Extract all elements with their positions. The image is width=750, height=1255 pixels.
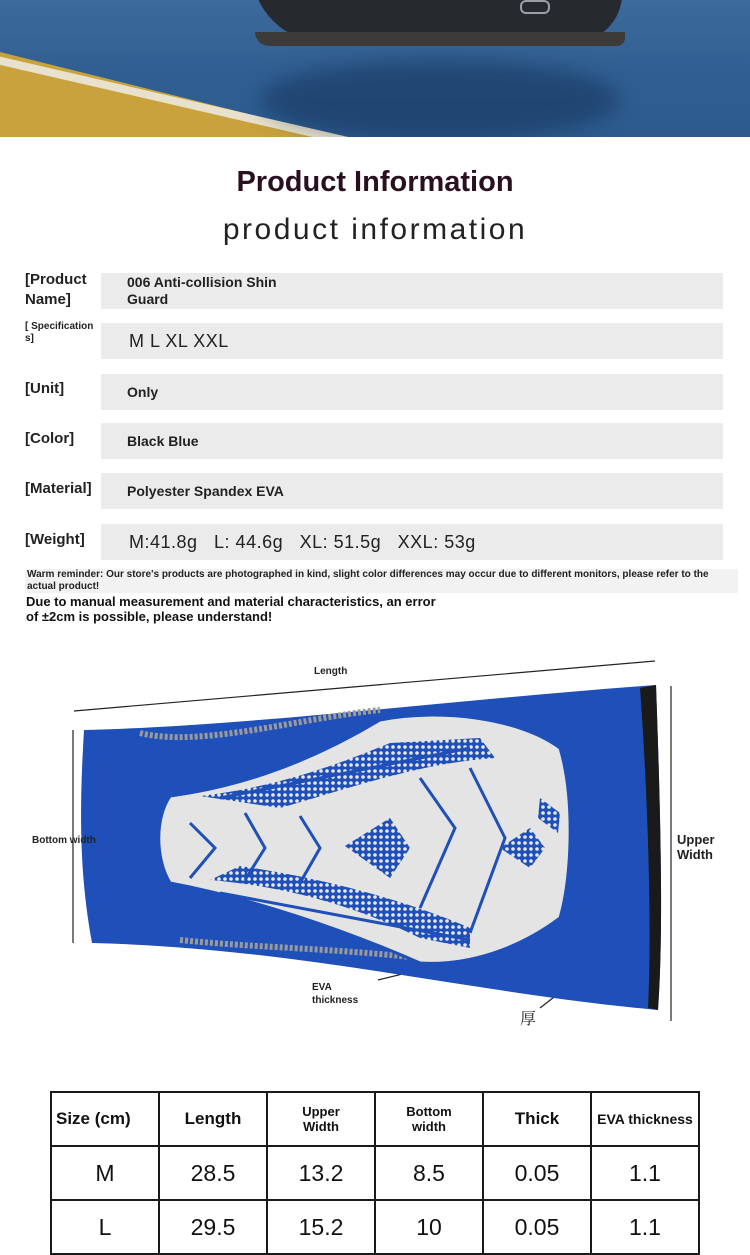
cell-bottom-width: 10 [375,1200,483,1254]
length-label: Length [314,666,348,677]
value-color: Black Blue [101,423,723,459]
cell-eva-thickness: 1.1 [591,1200,699,1254]
shoe-sole [255,32,625,46]
product-diagram [0,648,750,1048]
size-table [50,1091,700,1255]
page-title: Product Information [236,166,514,198]
header-upper-width [267,1092,375,1146]
size-table-header [51,1092,699,1146]
header-bottom-width [375,1092,483,1146]
shin-guard-illustration [0,648,750,1048]
warm-reminder-text: Warm reminder: Our store's products are photographed in kind, slight color differences may occur due to different monitors, please refer to the actual product! [27,569,709,592]
thick-label: 厚 [520,1011,537,1028]
value-product-name [101,273,723,309]
warm-reminder-note [27,569,727,593]
label-weight: [Weight] [25,531,85,548]
cell-length: 29.5 [159,1200,267,1254]
label-unit: [Unit] [25,380,65,397]
cell-thick: 0.05 [483,1146,591,1200]
cell-thick: 0.05 [483,1200,591,1254]
table-row [51,1200,699,1254]
header-thick: Thick [483,1092,591,1146]
header-upper-width-text: Upper Width [302,1104,340,1134]
cell-upper-width: 13.2 [267,1146,375,1200]
value-specifications: M L XL XXL [101,323,723,359]
eva-thickness-label: EVA thickness [312,982,359,1006]
cell-length: 28.5 [159,1146,267,1200]
cell-eva-thickness: 1.1 [591,1146,699,1200]
page-subtitle: product information [222,213,528,246]
shoe-logo-icon [520,0,550,14]
product-name-text: 006 Anti-collision Shin Guard [127,274,277,307]
cell-size: L [51,1200,159,1254]
bottom-width-label: Bottom width [32,835,96,846]
value-material: Polyester Spandex EVA [101,473,723,509]
cell-size: M [51,1146,159,1200]
header-bottom-width-text: Bottom width [406,1104,452,1134]
header-length: Length [159,1092,267,1146]
value-unit: Only [101,374,723,410]
label-product-name: [Product Name] [25,271,87,308]
label-specifications: [ Specifications] [25,321,94,344]
cell-bottom-width: 8.5 [375,1146,483,1200]
header-eva-thickness: EVA thickness [591,1092,699,1146]
label-material: [Material] [25,480,92,497]
header-size: Size (cm) [51,1092,159,1146]
measurement-note: Due to manual measurement and material characteristics, an error of ±2cm is possible, please understand! [26,594,436,624]
label-color: [Color] [25,430,75,447]
shoe-shadow [260,60,620,137]
hero-photo [0,0,750,137]
table-row [51,1146,699,1200]
upper-width-label: Upper Width [677,832,715,862]
value-weight: M:41.8g L: 44.6g XL: 51.5g XXL: 53g [101,524,723,560]
cell-upper-width: 15.2 [267,1200,375,1254]
